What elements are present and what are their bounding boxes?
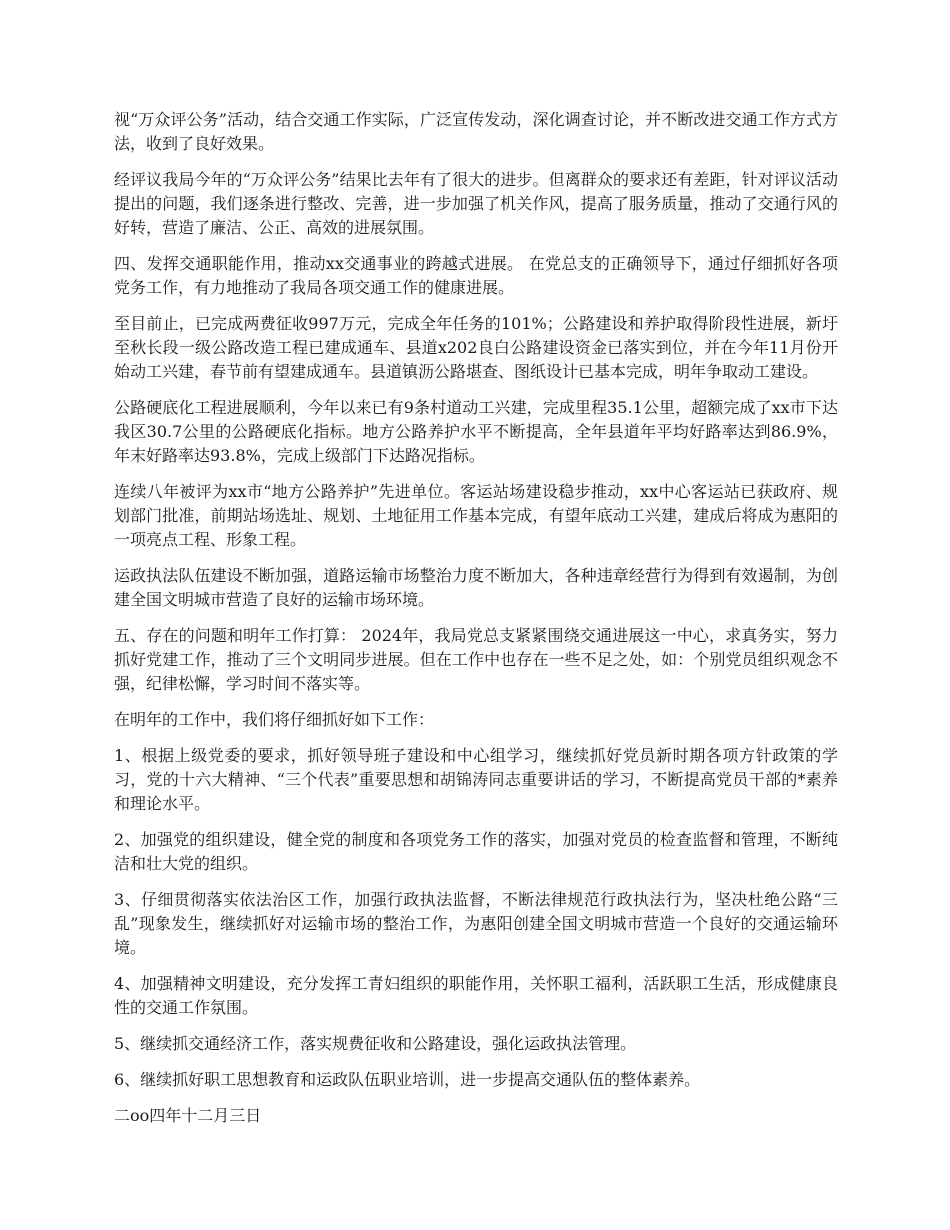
- date-line: 二oo四年十二月三日: [114, 1106, 262, 1125]
- list-item: 1、根据上级党委的要求，抓好领导班子建设和中心组学习，继续抓好党员新时期各项方针政策的学习，党的十六大精神、“三个代表”重要思想和胡锦涛同志重要讲话的学习，不断提高党员干部的*素养和理论水平。: [114, 746, 838, 813]
- paragraph: 公路硬底化工程进展顺利，今年以来已有9条村道动工兴建，完成里程35.1公里，超额完成了xx市下达我区30.7公里的公路硬底化指标。地方公路养护水平不断提高，全年县道年平均好路率达到86.9%，年末好路率达93.8%，完成上级部门下达路况指标。: [114, 398, 838, 465]
- list-item: 4、加强精神文明建设，充分发挥工青妇组织的职能作用，关怀职工福利，活跃职工生活，形成健康良性的交通工作氛围。: [114, 974, 838, 1017]
- paragraph: 经评议我局今年的“万众评公务”结果比去年有了很大的进步。但离群众的要求还有差距，针对评议活动提出的问题，我们逐条进行整改、完善，进一步加强了机关作风，提高了服务质量，推动了交通行风的好转，营造了廉洁、公正、高效的进展氛围。: [114, 170, 838, 237]
- section-heading-paragraph: 四、发挥交通职能作用，推动xx交通事业的跨越式进展。 在党总支的正确领导下，通过仔细抓好各项党务工作，有力地推动了我局各项交通工作的健康进展。: [114, 254, 838, 297]
- paragraph: 连续八年被评为xx市“地方公路养护”先进单位。客运站场建设稳步推动，xx中心客运站已获政府、规划部门批准，前期站场选址、规划、土地征用工作基本完成，有望年底动工兴建，建成后将成为惠阳的一项亮点工程、形象工程。: [114, 482, 838, 549]
- section-heading-paragraph: 五、存在的问题和明年工作打算： 2024年，我局党总支紧紧围绕交通进展这一中心，求真务实，努力抓好党建工作，推动了三个文明同步进展。但在工作中也存在一些不足之处，如：个别党员组织观念不强，纪律松懈，学习时间不落实等。: [114, 626, 838, 693]
- paragraph: 在明年的工作中，我们将仔细抓好如下工作：: [114, 710, 435, 729]
- paragraph: 运政执法队伍建设不断加强，道路运输市场整治力度不断加大，各种违章经营行为得到有效遏制，为创建全国文明城市营造了良好的运输市场环境。: [114, 566, 838, 609]
- paragraph: 视“万众评公务”活动，结合交通工作实际，广泛宣传发动，深化调查讨论，并不断改进交通工作方式方法，收到了良好效果。: [114, 110, 838, 153]
- list-item: 5、继续抓交通经济工作，落实规费征收和公路建设，强化运政执法管理。: [114, 1034, 637, 1053]
- list-item: 6、继续抓好职工思想教育和运政队伍职业培训，进一步提高交通队伍的整体素养。: [114, 1070, 701, 1089]
- document-body: [114, 108, 838, 1140]
- list-item: 2、加强党的组织建设，健全党的制度和各项党务工作的落实，加强对党员的检查监督和管理，不断纯洁和壮大党的组织。: [114, 830, 838, 873]
- paragraph: 至目前止，已完成两费征收997万元，完成全年任务的101%；公路建设和养护取得阶段性进展，新圩至秋长段一级公路改造工程已建成通车、县道x202良白公路建设资金已落实到位，并在今年11月份开始动工兴建，春节前有望建成通车。县道镇沥公路堪查、图纸设计已基本完成，明年争取动工建设。: [114, 314, 838, 381]
- list-item: 3、仔细贯彻落实依法治区工作，加强行政执法监督，不断法律规范行政执法行为，坚决杜绝公路“三乱”现象发生，继续抓好对运输市场的整治工作，为惠阳创建全国文明城市营造一个良好的交通运输环境。: [114, 890, 838, 957]
